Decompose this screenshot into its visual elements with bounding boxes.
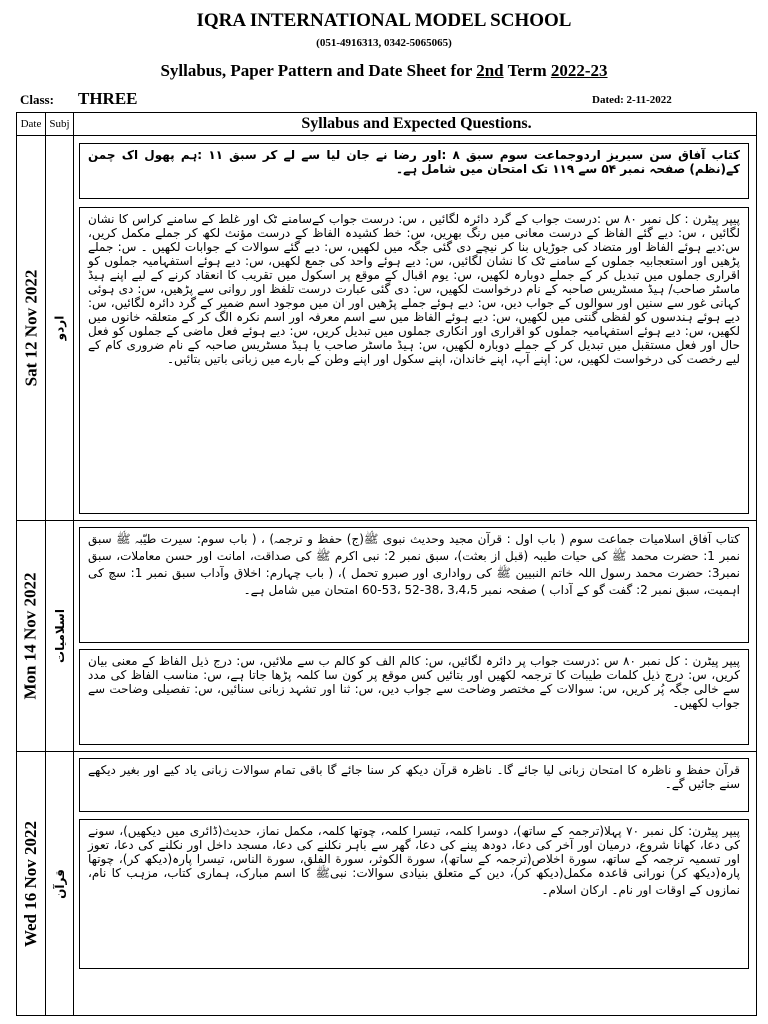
exam-date-text: Wed 16 Nov 2022 (21, 820, 40, 947)
header-divider (17, 135, 756, 136)
paper-pattern-box (79, 819, 749, 969)
document-title (0, 61, 768, 81)
subject-name (46, 521, 73, 751)
subject-name-text: قرآن (52, 868, 67, 899)
date-column-header: Date (20, 118, 42, 130)
syllabus-box (79, 143, 749, 199)
paper-pattern-box (79, 207, 749, 514)
syllabus-text: کتاب آفاق سن سیریز اردوجماعت سوم سبق ۸ :اور رضا نے جان لیا سے لے کر سبق ۱۱ :ہم پھول اک چمن کے(نظم) صفحہ نمبر ۵۴ سے ۱۱۹ تک امتحان میں شامل ہے۔ (88, 148, 740, 176)
paper-pattern-text: پیپر پیٹرن: کل نمبر ۷۰ پہلا(ترجمہ کے ساتھ)، دوسرا کلمہ، تیسرا کلمہ، چوتھا کلمہ، مکمل نماز، حدیث(ڈائری میں دیکھیں)، سونے کی دعا، کھانا شروع، درمیان اور آخر کی دعا، دودھ پینے کی دعا، گھر سے باہر نکلنے کی دعا، مسجد داخل اور نکلنے کی دعا، تعوز اور تسمیہ ترجمہ کے ساتھ، سورة اخلاص(ترجمہ کے ساتھ)، سورة الکوثر، سورة الفلق، سورة الناس، تیسرا پارہ(دیکھ کر)، چوتھا پارہ(دیکھ کر) نورانی قاعدہ مکمل(دیکھ کر)، دین کے متعلق بنیادی سوالات: نبیﷺ کا اسم مبارک، ہماری کتاب، مزہب کا نام، نمازوں کے اوقات اور نام۔ ارکان اسلام۔ (88, 824, 740, 897)
syllabus-text: کتاب آفاق اسلامیات جماعت سوم ( باب اول : قرآن مجید وحدیث نبوی ﷺ(ج) حفظ و ترجمہ) ، ( باب سوم: سیرت طیّبہ ﷺ سبق نمبر 1: حضرت محمد ﷺ کی حیات طیبہ (قبل از بعثت)، سبق نمبر 2: نبی اکرم ﷺ کی صداقت، امانت اور حسن معاملات، سبق نمبر3: حضرت محمد رسول اللہ خاتم النبیین ﷺ کی رواداری اور صبرو تحمل )، ( باب چہارم: اخلاق وآداب سبق نمبر 1: سچ کی اہمیت، سبق نمبر 2: گفت گو کے آداب ) صفحہ نمبر 3،4،5 ،38-52 ،53-60 امتحان میں شامل ہے۔ (88, 532, 740, 597)
syllabus-column-header: Syllabus and Expected Questions. (301, 115, 532, 132)
subject-name (46, 135, 73, 520)
title-term: 2nd (476, 61, 504, 80)
syllabus-box (79, 758, 749, 812)
subject-column-header: Subj (49, 118, 70, 130)
class-value: THREE (78, 89, 138, 108)
exam-date (17, 752, 45, 1015)
row-divider (17, 751, 756, 752)
exam-date-text: Mon 14 Nov 2022 (21, 572, 40, 700)
class-label: Class: (20, 92, 54, 107)
exam-date-text: Sat 12 Nov 2022 (21, 269, 40, 386)
exam-date (17, 521, 45, 751)
title-prefix: Syllabus, Paper Pattern and Date Sheet for (160, 61, 477, 80)
paper-pattern-box (79, 649, 749, 745)
paper-pattern-text: پیپر پیٹرن : کل نمبر ۸۰ س :درست جواب کے گرد دائرہ لگائیں ، س: درست جواب کےسامنے ٹک اور غلط کے سامنے کراس کا نشان لگائیں ، س: دیے گئے الفاظ کے درست معانی میں رنگ بھریں، س: خط کشیدہ الفاظ کے درست مؤنث لکھ کر جملے مکمل کریں، س:دیے ہوئے الفاظ اور متضاد کی جوڑیاں بنا کر نیچے دی گئی جگہ میں لکھیں، س: دیے گئے سوالات کے جوابات لکھیں ۔ س: جملے پڑھیں اور استعجابیہ جملوں کے سامنے ٹک کا نشان لگائیں، س: دیے ہوئے واحد کی جمع لکھیں، س: دیے ہوئے استفہامیہ جملوں کو اقراری جملوں میں تبدیل کر کے جملے دوبارہ لکھیں، س: یوم اقبال کے موقع پر اسکول میں تقریب کا انعقاد کرنے کے لیے اپنے ہیڈ ماسٹر صاحب/ ہیڈ مسٹریس صاحبہ کے نام درخواست لکھیں، س: دی گئی عبارت درست تلفظ اور روانی سے پڑھیں، س: دی ہوئی کہانی غور سے سنیں اور سوالوں کے جواب دیں، س: دیے ہوئے جملے پڑھیں اور ان میں موجود اسم ضمیر کے گرد دائرہ لگائیں، س: دیے ہوئے ہندسوں کو لفظی گنتی میں لکھیں، س: دیے ہوئے الفاظ میں سے اسم معرفہ اور اسم نکرہ الگ کر کے متعلقہ خانوں میں لکھیں، س: دیے ہوئے استفہامیہ جملوں کو اقراری اور انکاری جملوں میں تبدیل کریں، س: دیے ہوئے فعل ماضی کے جملوں کو فعل حال اور فعل مستقبل میں تبدیل کر کے جملے دوبارہ لکھیں، س: ہیڈ ماسٹر صاحب یا ہیڈ مسٹریس صاحبہ کے نام ضروری کام کے لیے رخصت کی درخواست لکھیں، س: اپنے آپ، اپنے خاندان، اپنے سکول اور اپنے وطن کے بارے میں زبانی باتیں بتائیں۔ (88, 212, 740, 366)
paper-pattern-text: پیپر پیٹرن : کل نمبر ۸۰ س :درست جواب پر دائرہ لگائیں، س: کالم الف کو کالم ب سے ملائیں، س: درج ذیل الفاظ کے معنی بیان کریں، س: درج ذیل کلمات طیبات کا ترجمہ لکھیں اور بتائیں کس موقع پر کون سا کلمہ پڑھا جاتا ہے، س: مناسب الفاظ کی مدد سے خالی جگہ پُر کریں، س: سوالات کے مختصر وضاحت سے جواب دیں، س: ثنا اور تشہد زبانی سنائیں، س: تفصیلی وضاحت سے جواب لکھیں۔ (88, 654, 740, 710)
phone-numbers: (051-4916313, 0342-5065065) (316, 37, 452, 49)
dated-label: Dated: 2-11-2022 (592, 94, 672, 106)
subject-name (46, 752, 73, 1015)
syllabus-box (79, 527, 749, 643)
exam-date (17, 135, 45, 520)
syllabus-table (16, 112, 757, 1016)
column-divider (73, 113, 74, 1015)
syllabus-text: قرآن حفظ و ناظرہ کا امتحان زبانی لیا جائے گا۔ ناظرہ قرآن دیکھ کر سنا جائے گا باقی تمام سوالات زبانی یاد کیے اور بغیر دیکھے سنے جائیں گے۔ (88, 763, 740, 791)
subject-name-text: اسلامیات (52, 609, 67, 663)
row-divider (17, 520, 756, 521)
title-middle: Term (503, 61, 551, 80)
title-year: 2022-23 (550, 61, 608, 80)
school-name: IQRA INTERNATIONAL MODEL SCHOOL (196, 10, 572, 31)
subject-name-text: اردو (52, 315, 67, 340)
